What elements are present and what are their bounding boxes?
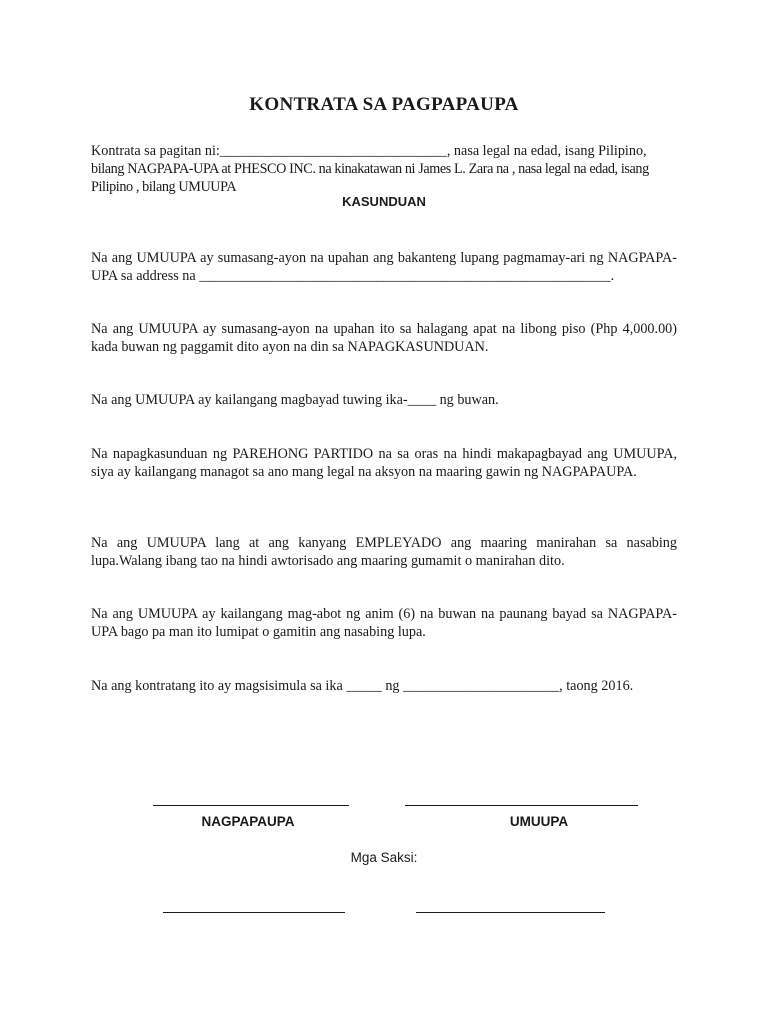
clause-4: Na napagkasunduan ng PAREHONG PARTIDO na sa oras na hindi makapagbayad ang UMUUPA, siya ay kailangang managot sa ano mang legal na aksyon na maaring gawin ng NAGPAPAUPA. (91, 446, 677, 480)
lessee-label: UMUUPA (509, 814, 569, 829)
intro-line-2: bilang NAGPAPA-UPA at PHESCO INC. na kinakatawan ni James L. Zara na , nasa legal na edad, isang (91, 161, 649, 177)
clause-1: Na ang UMUUPA ay sumasang-ayon na upahan ang bakanteng lupang pagmamay-ari ng NAGPAPA-UPA sa address na __________________________________________________________. (91, 250, 677, 284)
clause-5: Na ang UMUUPA lang at ang kanyang EMPLEYADO ang maaring manirahan sa nasabing lupa.Walang ibang tao na hindi awtorisado ang maaring gumamit o manirahan dito. (91, 535, 677, 569)
section-heading: KASUNDUAN (342, 194, 426, 209)
witness-1-signature-line[interactable] (163, 912, 345, 913)
lessor-signature-line[interactable] (153, 805, 349, 806)
clause-2: Na ang UMUUPA ay sumasang-ayon na upahan ito sa halagang apat na libong piso (Php 4,000.00) kada buwan ng paggamit dito ayon na din sa NAPAGKASUNDUAN. (91, 321, 677, 355)
clause-6: Na ang UMUUPA ay kailangang mag-abot ng anim (6) na buwan na paunang bayad sa NAGPAPA-UPA bago pa man ito lumipat o gamitin ang nasabing lupa. (91, 606, 677, 640)
clause-3: Na ang UMUUPA ay kailangang magbayad tuwing ika-____ ng buwan. (91, 392, 499, 408)
lessee-signature-line[interactable] (405, 805, 638, 806)
intro-line-3: Pilipino , bilang UMUUPA (91, 179, 237, 195)
document-title: KONTRATA SA PAGPAPAUPA (249, 94, 519, 115)
witness-label: Mga Saksi: (350, 850, 418, 865)
lessor-label: NAGPAPAUPA (201, 814, 295, 829)
witness-2-signature-line[interactable] (416, 912, 605, 913)
intro-paragraph (91, 142, 677, 196)
clause-7: Na ang kontratang ito ay magsisimula sa ika _____ ng ______________________, taong 2016. (91, 678, 634, 694)
intro-line-1: Kontrata sa pagitan ni:________________________________, nasa legal na edad, isang Pilipino, (91, 143, 647, 159)
